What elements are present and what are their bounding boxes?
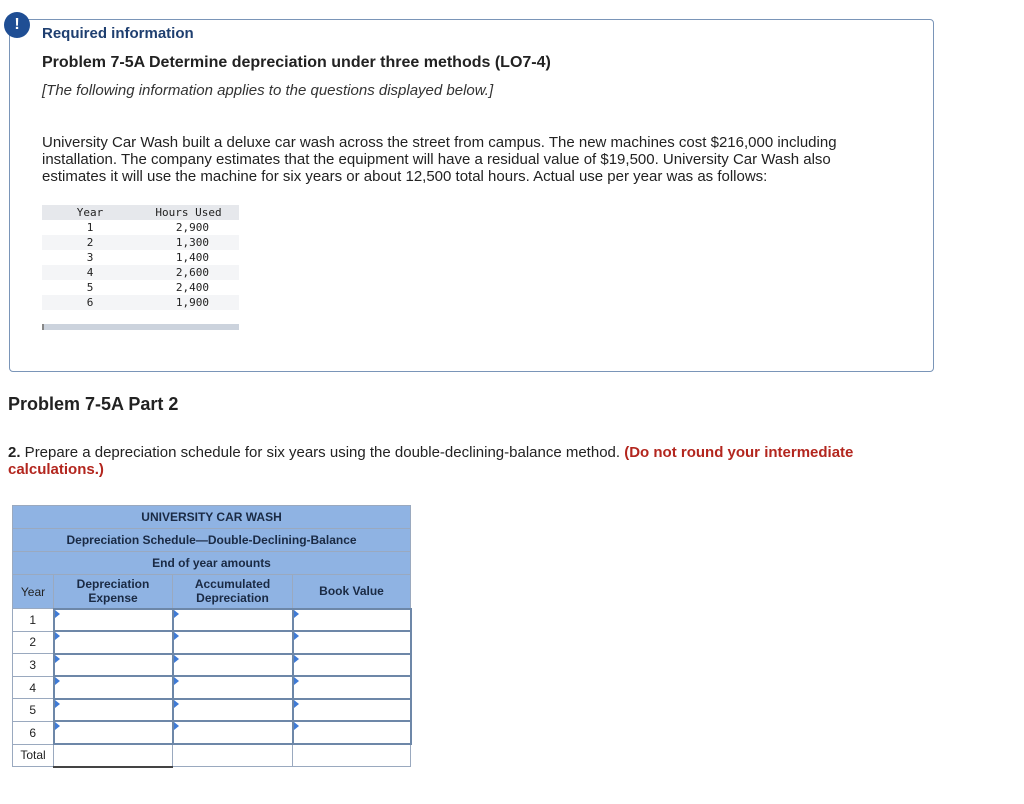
accum-dep-input-cell[interactable] xyxy=(173,699,293,722)
schedule-year: 1 xyxy=(13,609,54,632)
table-row xyxy=(13,609,411,632)
accum-dep-input-cell[interactable] xyxy=(173,676,293,699)
accum-dep-input[interactable] xyxy=(174,656,292,674)
table-row xyxy=(42,295,239,310)
problem-title: Problem 7-5A Determine depreciation under three methods (LO7-4) xyxy=(42,54,551,71)
schedule-year: 6 xyxy=(13,721,54,744)
accum-dep-input-cell[interactable] xyxy=(173,721,293,744)
dep-expense-input[interactable] xyxy=(55,633,172,651)
question-number: 2. xyxy=(8,444,21,461)
total-dep-expense-cell[interactable] xyxy=(54,744,173,767)
book-value-input[interactable] xyxy=(294,701,410,719)
accum-dep-input-cell[interactable] xyxy=(173,609,293,632)
total-label: Total xyxy=(13,744,54,767)
book-value-input-cell[interactable] xyxy=(293,654,411,677)
col-dep-line2: Expense xyxy=(88,591,138,606)
dep-expense-input[interactable] xyxy=(55,724,172,742)
schedule-year: 2 xyxy=(13,631,54,654)
depreciation-schedule-table xyxy=(12,505,412,768)
alert-icon: ! xyxy=(4,12,30,38)
accum-dep-input-cell[interactable] xyxy=(173,631,293,654)
hours-year: 1 xyxy=(86,221,94,234)
hours-year: 5 xyxy=(86,281,94,294)
total-dep-expense-input[interactable] xyxy=(54,745,176,765)
table-row xyxy=(13,721,411,744)
dep-expense-input-cell[interactable] xyxy=(54,721,173,744)
schedule-year: 5 xyxy=(13,699,54,722)
accum-dep-input-cell[interactable] xyxy=(173,654,293,677)
dep-expense-input-cell[interactable] xyxy=(54,676,173,699)
part-title: Problem 7-5A Part 2 xyxy=(8,394,179,414)
total-row xyxy=(13,744,411,767)
col-depreciation-expense xyxy=(54,575,173,609)
dep-expense-input[interactable] xyxy=(55,611,172,629)
dep-expense-input-cell[interactable] xyxy=(54,699,173,722)
hours-value: 2,900 xyxy=(175,221,209,234)
col-acc-line1: Accumulated xyxy=(194,577,271,592)
total-accum-dep-cell xyxy=(173,744,293,767)
book-value-input-cell[interactable] xyxy=(293,676,411,699)
table-row xyxy=(13,699,411,722)
table-row xyxy=(42,280,239,295)
schedule-period: End of year amounts xyxy=(13,552,411,575)
question-body: Prepare a depreciation schedule for six years using the double-declining-balance method. xyxy=(20,444,625,461)
hours-table-scrollbar[interactable] xyxy=(42,324,239,330)
info-note: [The following information applies to the questions displayed below.] xyxy=(42,82,494,99)
book-value-input[interactable] xyxy=(294,656,410,674)
hours-value: 2,400 xyxy=(175,281,209,294)
hours-table-header xyxy=(42,205,239,220)
hours-year: 2 xyxy=(42,235,138,250)
hours-value: 1,400 xyxy=(175,251,209,264)
hours-year: 6 xyxy=(42,295,138,310)
book-value-input-cell[interactable] xyxy=(293,721,411,744)
col-year: Year xyxy=(13,575,54,609)
table-row xyxy=(13,676,411,699)
col-acc-line2: Depreciation xyxy=(196,591,269,606)
question-text xyxy=(8,444,908,478)
schedule-year: 4 xyxy=(13,676,54,699)
hours-year: 3 xyxy=(86,251,94,264)
dep-expense-input[interactable] xyxy=(55,701,172,719)
accum-dep-input[interactable] xyxy=(174,611,292,629)
schedule-company-title: UNIVERSITY CAR WASH xyxy=(13,506,411,529)
table-row xyxy=(13,654,411,677)
question-note: (Do not round your intermediate calculations.) xyxy=(8,444,854,478)
accum-dep-input[interactable] xyxy=(174,701,292,719)
hours-col-hours: Hours Used xyxy=(138,205,239,220)
schedule-year: 3 xyxy=(13,654,54,677)
hours-col-year: Year xyxy=(42,205,138,220)
dep-expense-input-cell[interactable] xyxy=(54,631,173,654)
hours-value: 1,300 xyxy=(138,235,239,250)
total-book-value-cell xyxy=(293,744,411,767)
accum-dep-input[interactable] xyxy=(174,633,292,651)
book-value-input-cell[interactable] xyxy=(293,609,411,632)
dep-expense-input[interactable] xyxy=(55,656,172,674)
accum-dep-input[interactable] xyxy=(174,679,292,697)
dep-expense-input-cell[interactable] xyxy=(54,654,173,677)
book-value-input-cell[interactable] xyxy=(293,631,411,654)
schedule-subtitle: Depreciation Schedule—Double-Declining-Balance xyxy=(13,529,411,552)
col-dep-line1: Depreciation xyxy=(76,577,150,592)
book-value-input-cell[interactable] xyxy=(293,699,411,722)
hours-value: 2,600 xyxy=(138,265,239,280)
col-book-value: Book Value xyxy=(293,575,411,609)
table-row xyxy=(42,265,239,280)
table-row xyxy=(42,250,239,265)
book-value-input[interactable] xyxy=(294,611,410,629)
table-row xyxy=(42,235,239,250)
table-row xyxy=(13,631,411,654)
hours-year: 4 xyxy=(42,265,138,280)
hours-value: 1,900 xyxy=(138,295,239,310)
table-row xyxy=(42,220,239,235)
accum-dep-input[interactable] xyxy=(174,724,292,742)
required-information-title: Required information xyxy=(42,25,194,42)
book-value-input[interactable] xyxy=(294,679,410,697)
book-value-input[interactable] xyxy=(294,724,410,742)
dep-expense-input[interactable] xyxy=(55,679,172,697)
col-accumulated-depreciation xyxy=(173,575,293,609)
problem-description: University Car Wash built a deluxe car wash across the street from campus. The new machines cost $216,000 including installation. The company estimates that the equipment will have a residual value of $19,500. University Car Wash also estimates it will use the machine for six years or about 12,500 total hours. Actual use per year was as follows: xyxy=(42,134,837,185)
hours-used-table xyxy=(42,205,239,310)
dep-expense-input-cell[interactable] xyxy=(54,609,173,632)
book-value-input[interactable] xyxy=(294,633,410,651)
